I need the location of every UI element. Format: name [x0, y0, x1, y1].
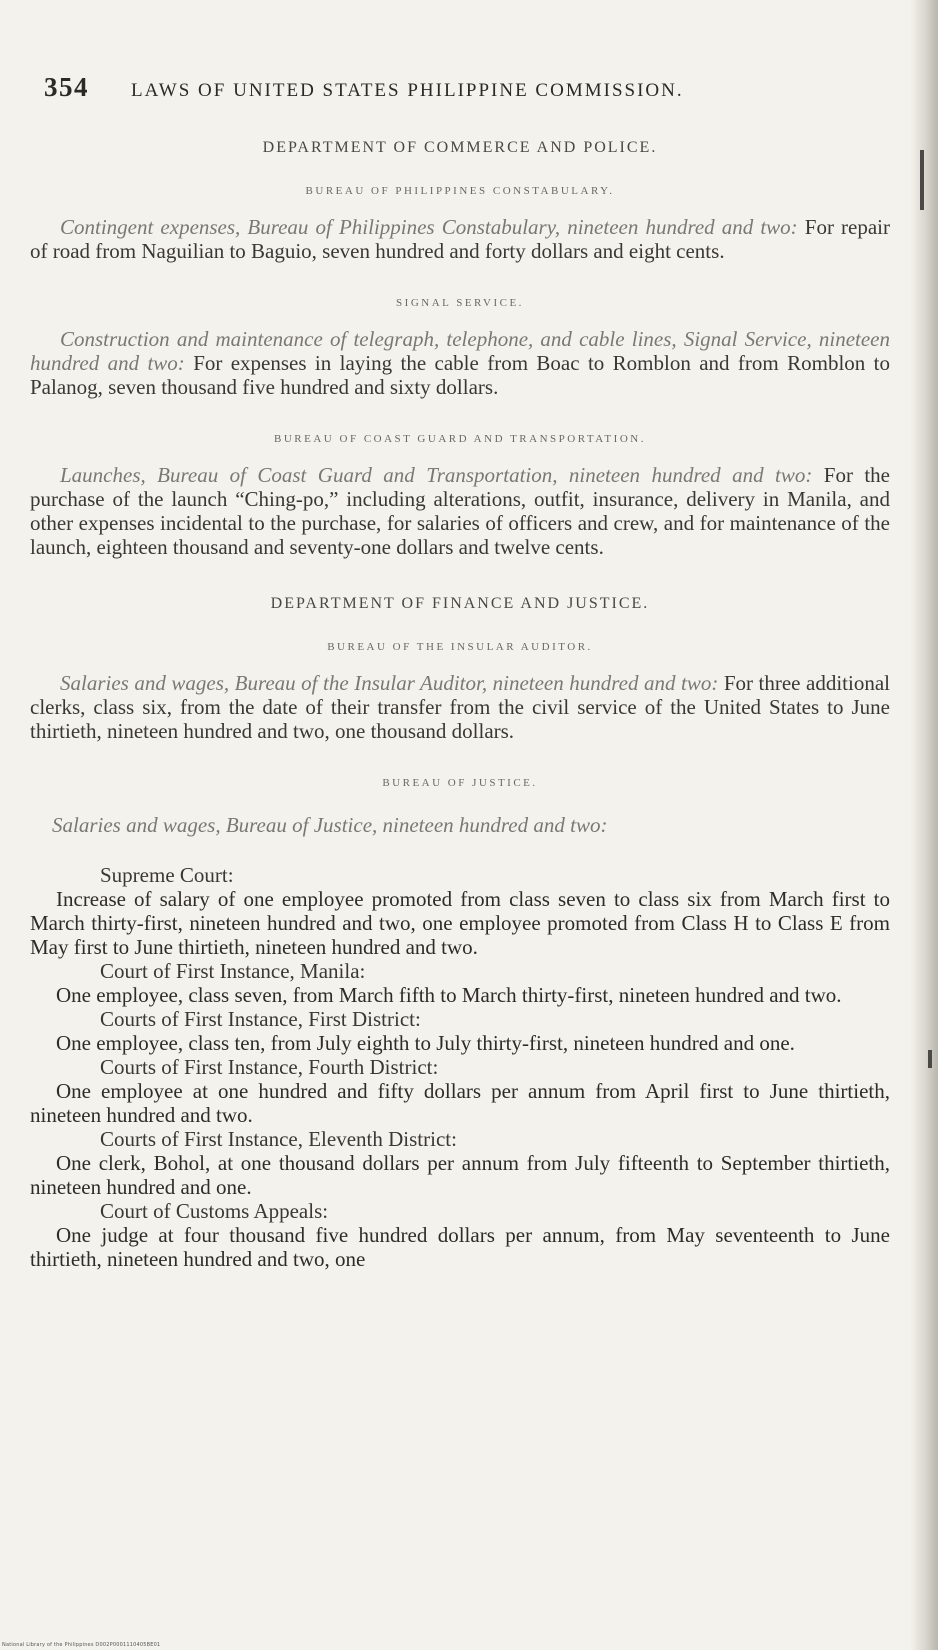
court-entry: One employee at one hundred and fifty dollars per annum from April first to June thirtieth, nineteen hundred and two. [30, 1079, 890, 1127]
page-header [44, 72, 890, 103]
court-entry: Increase of salary of one employee promoted from class seven to class six from March first to March thirty-first, nineteen hundred and two, one employee promoted from Class H to Class E from May first to June thirtieth, nineteen hundred and two. [30, 887, 890, 959]
court-heading: Supreme Court: [100, 863, 234, 887]
justice-entries [30, 863, 890, 1271]
running-head: LAWS OF UNITED STATES PHILIPPINE COMMISSION. [131, 80, 684, 101]
bureau-heading: BUREAU OF COAST GUARD AND TRANSPORTATION. [274, 433, 646, 445]
court-entry: One clerk, Bohol, at one thousand dollars per annum from July fifteenth to September thirtieth, nineteen hundred and one. [30, 1151, 890, 1199]
scan-mark [928, 1050, 932, 1068]
appropriation-heading: Salaries and wages, Bureau of the Insular Auditor, nineteen hundred and two: [60, 671, 719, 695]
scan-credit: National Library of the Philippines D002P0001110405BE01 [2, 1642, 161, 1648]
court-entry: One employee, class ten, from July eighth to July thirty-first, nineteen hundred and one. [56, 1031, 795, 1055]
page-content [30, 72, 890, 1271]
page-number: 354 [44, 72, 89, 102]
appropriation-text: For expenses in laying the cable from Boac to Romblon and from Romblon to Palanog, seven thousand five hundred and sixty dollars. [30, 351, 890, 399]
bureau-heading: BUREAU OF PHILIPPINES CONSTABULARY. [305, 185, 615, 197]
bureau-heading: BUREAU OF JUSTICE. [382, 777, 538, 789]
scan-mark [920, 150, 924, 210]
court-heading: Court of First Instance, Manila: [100, 959, 366, 983]
appropriation-heading: Contingent expenses, Bureau of Philippines Constabulary, nineteen hundred and two: [60, 215, 798, 239]
appropriation-text: For the purchase of the launch “Ching-po,” including alterations, outfit, insurance, delivery in Manila, and other expenses incidental to the purchase, for salaries of officers and crew, and for maintenance of the launch, eighteen thousand and seventy-one dollars and twelve cents. [30, 463, 891, 559]
court-heading: Courts of First Instance, Fourth District: [100, 1055, 439, 1079]
court-entry: One employee, class seven, from March fifth to March thirty-first, nineteen hundred and two. [56, 983, 842, 1007]
court-heading: Court of Customs Appeals: [100, 1199, 329, 1223]
appropriation-paragraph [30, 327, 890, 399]
court-heading: Courts of First Instance, First District: [100, 1007, 421, 1031]
bureau-heading: SIGNAL SERVICE. [396, 297, 524, 309]
appropriation-paragraph [30, 215, 890, 263]
department-heading: DEPARTMENT OF COMMERCE AND POLICE. [262, 139, 658, 156]
appropriation-heading: Construction and maintenance of telegraph, telephone, and cable lines, Signal Service, nineteen hundred and two: [30, 327, 890, 375]
appropriation-paragraph [30, 671, 890, 743]
appropriation-heading: Salaries and wages, Bureau of Justice, nineteen hundred and two: [52, 813, 608, 837]
bureau-heading: BUREAU OF THE INSULAR AUDITOR. [327, 641, 593, 653]
appropriation-paragraph [30, 463, 890, 559]
court-heading: Courts of First Instance, Eleventh District: [100, 1127, 457, 1151]
department-heading: DEPARTMENT OF FINANCE AND JUSTICE. [270, 595, 650, 612]
appropriation-text: For repair of road from Naguilian to Baguio, seven hundred and forty dollars and eight cents. [30, 215, 891, 263]
page-edge-shadow [910, 0, 938, 1650]
appropriation-heading: Launches, Bureau of Coast Guard and Transportation, nineteen hundred and two: [60, 463, 813, 487]
appropriation-text: For three additional clerks, class six, from the date of their transfer from the civil service of the United States to June thirtieth, nineteen hundred and two, one thousand dollars. [30, 671, 890, 743]
court-entry: One judge at four thousand five hundred dollars per annum, from May seventeenth to June thirtieth, nineteen hundred and two, one [30, 1223, 890, 1271]
